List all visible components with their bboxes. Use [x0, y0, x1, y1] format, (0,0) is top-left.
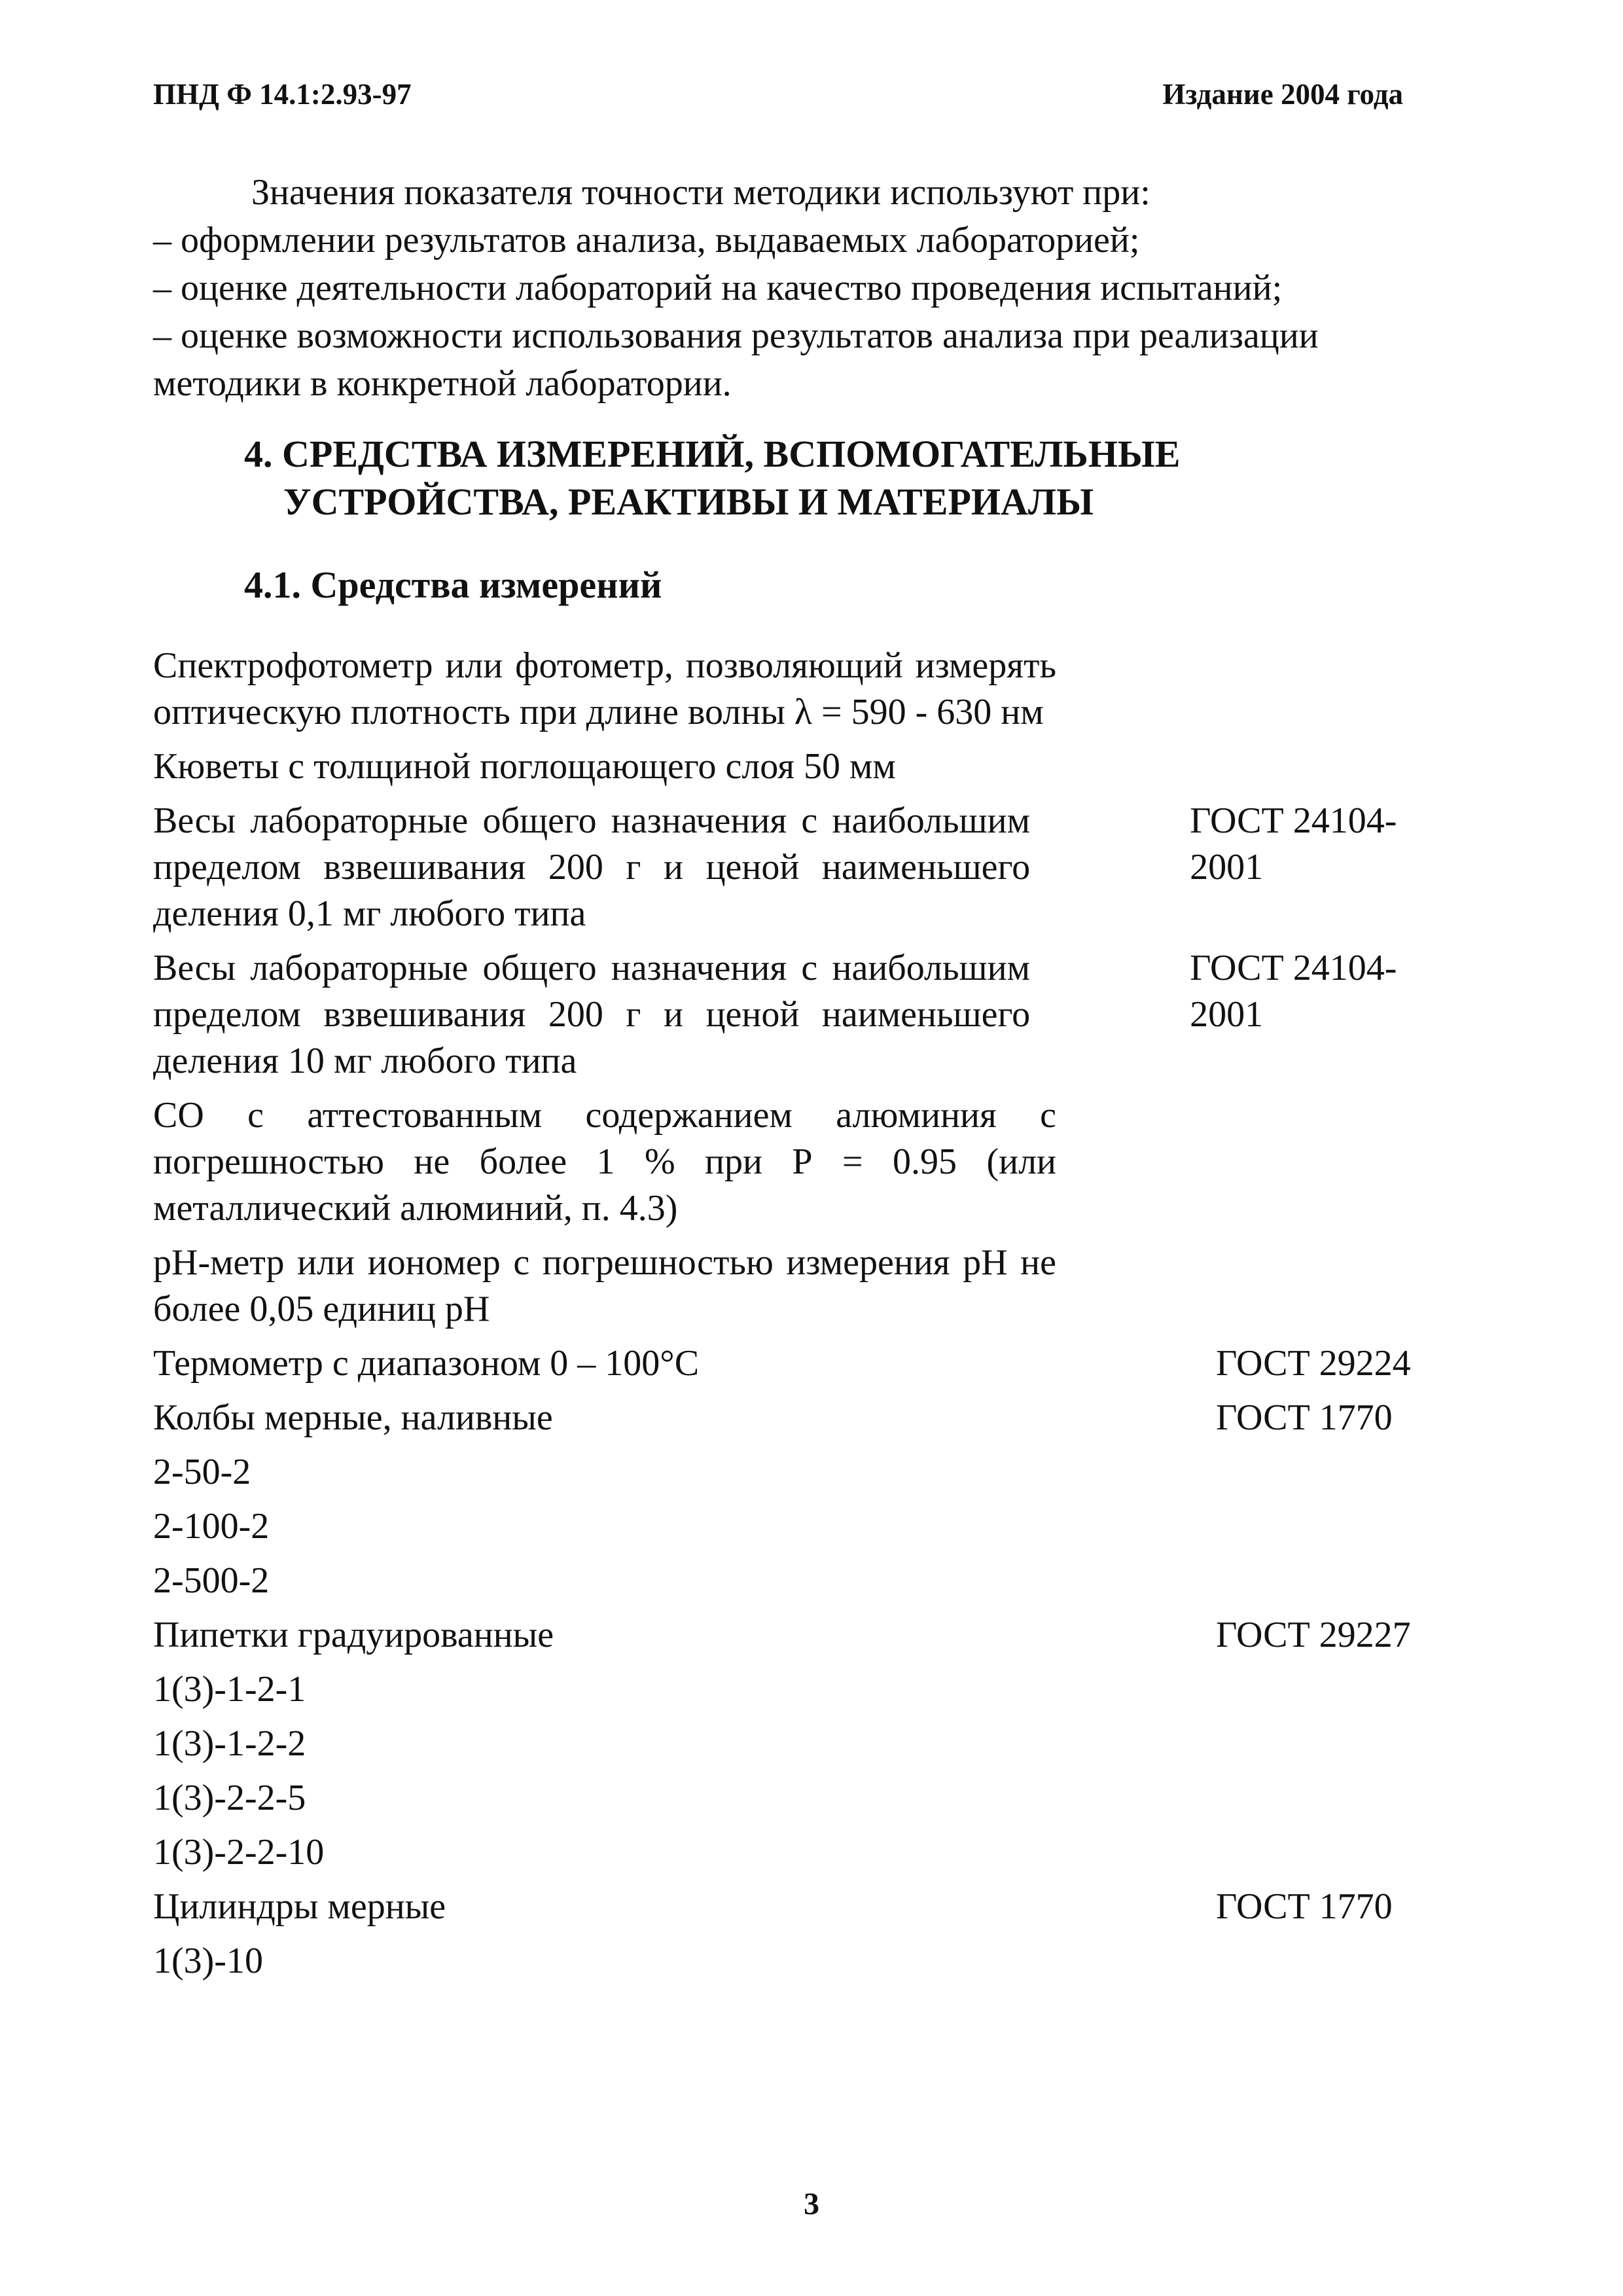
gost-reference: ГОСТ 24104-2001	[1190, 948, 1397, 1035]
equipment-row	[153, 1829, 1462, 1876]
equipment-name: 2-500-2	[153, 1560, 270, 1601]
equipment-name: 1(3)-2-2-10	[153, 1832, 325, 1873]
gost-reference: ГОСТ 24104-2001	[1190, 800, 1397, 888]
equipment-name: 1(3)-2-2-5	[153, 1778, 306, 1818]
equipment-name: Кюветы с толщиной поглощающего слоя 50 мм	[153, 746, 896, 787]
equipment-row	[153, 798, 1462, 937]
intro-item: – оценке деятельности лабораторий на качество проведения испытаний;	[153, 268, 1283, 308]
equipment-row	[153, 1395, 1462, 1441]
equipment-row	[153, 945, 1462, 1085]
edition-label: Издание 2004 года	[1162, 78, 1403, 111]
intro-item: – оценке возможности использования результатов анализа при реализации методики в конкретной лаборатории.	[153, 315, 1319, 404]
equipment-row	[153, 1240, 1462, 1333]
equipment-name: Термометр с диапазоном 0 – 100°С	[153, 1343, 700, 1384]
equipment-row	[153, 1884, 1462, 1930]
equipment-name: СО с аттестованным содержанием алюминия с погрешностью не более 1 % при Р = 0.95 (или металлический алюминий, п. 4.3)	[153, 1095, 1056, 1229]
page-number: 3	[804, 2187, 819, 2221]
equipment-name: 1(3)-1-2-1	[153, 1669, 306, 1710]
section-heading	[244, 430, 1180, 526]
equipment-name: 1(3)-1-2-2	[153, 1723, 306, 1764]
equipment-row	[153, 1775, 1462, 1821]
intro-item: – оформлении результатов анализа, выдаваемых лабораторией;	[153, 220, 1140, 260]
equipment-row	[153, 1938, 1462, 1984]
section-title-line2: УСТРОЙСТВА, РЕАКТИВЫ И МАТЕРИАЛЫ	[283, 480, 1094, 523]
equipment-row	[153, 744, 1462, 790]
section-title-line1: 4. СРЕДСТВА ИЗМЕРЕНИЙ, ВСПОМОГАТЕЛЬНЫЕ	[244, 433, 1181, 475]
intro-block	[153, 169, 1410, 408]
equipment-name: 2-100-2	[153, 1506, 270, 1547]
equipment-name: pH-метр или иономер с погрешностью измерения pH не более 0,05 единиц pH	[153, 1242, 1056, 1329]
equipment-row	[153, 1612, 1462, 1659]
equipment-row	[153, 643, 1462, 736]
equipment-row	[153, 1558, 1462, 1604]
equipment-list	[153, 643, 1462, 1992]
equipment-row	[153, 1092, 1462, 1232]
equipment-name: 1(3)-10	[153, 1941, 263, 1981]
subsection-title: 4.1. Средства измерений	[244, 564, 662, 606]
equipment-row	[153, 1503, 1462, 1550]
equipment-row	[153, 1666, 1462, 1713]
gost-reference: ГОСТ 1770	[1216, 1886, 1393, 1927]
equipment-name: Колбы мерные, наливные	[153, 1397, 553, 1438]
equipment-name: Весы лабораторные общего назначения с наибольшим пределом взвешивания 200 г и ценой наименьшего деления 0,1 мг любого типа	[153, 800, 1031, 934]
equipment-name: Весы лабораторные общего назначения с наибольшим пределом взвешивания 200 г и ценой наименьшего деления 10 мг любого типа	[153, 948, 1031, 1081]
equipment-name: Спектрофотометр или фотометр, позволяющий измерять оптическую плотность при длине волны λ = 590 - 630 нм	[153, 645, 1056, 732]
intro-lead: Значения показателя точности методики используют при:	[251, 172, 1150, 213]
gost-reference: ГОСТ 29224	[1216, 1343, 1411, 1384]
equipment-row	[153, 1340, 1462, 1387]
equipment-name: Пипетки градуированные	[153, 1615, 554, 1655]
gost-reference: ГОСТ 29227	[1216, 1615, 1411, 1655]
equipment-name: 2-50-2	[153, 1452, 251, 1492]
document-code: ПНД Ф 14.1:2.93-97	[153, 78, 412, 111]
gost-reference: ГОСТ 1770	[1216, 1397, 1393, 1438]
equipment-row	[153, 1721, 1462, 1767]
equipment-row	[153, 1449, 1462, 1496]
equipment-name: Цилиндры мерные	[153, 1886, 446, 1927]
